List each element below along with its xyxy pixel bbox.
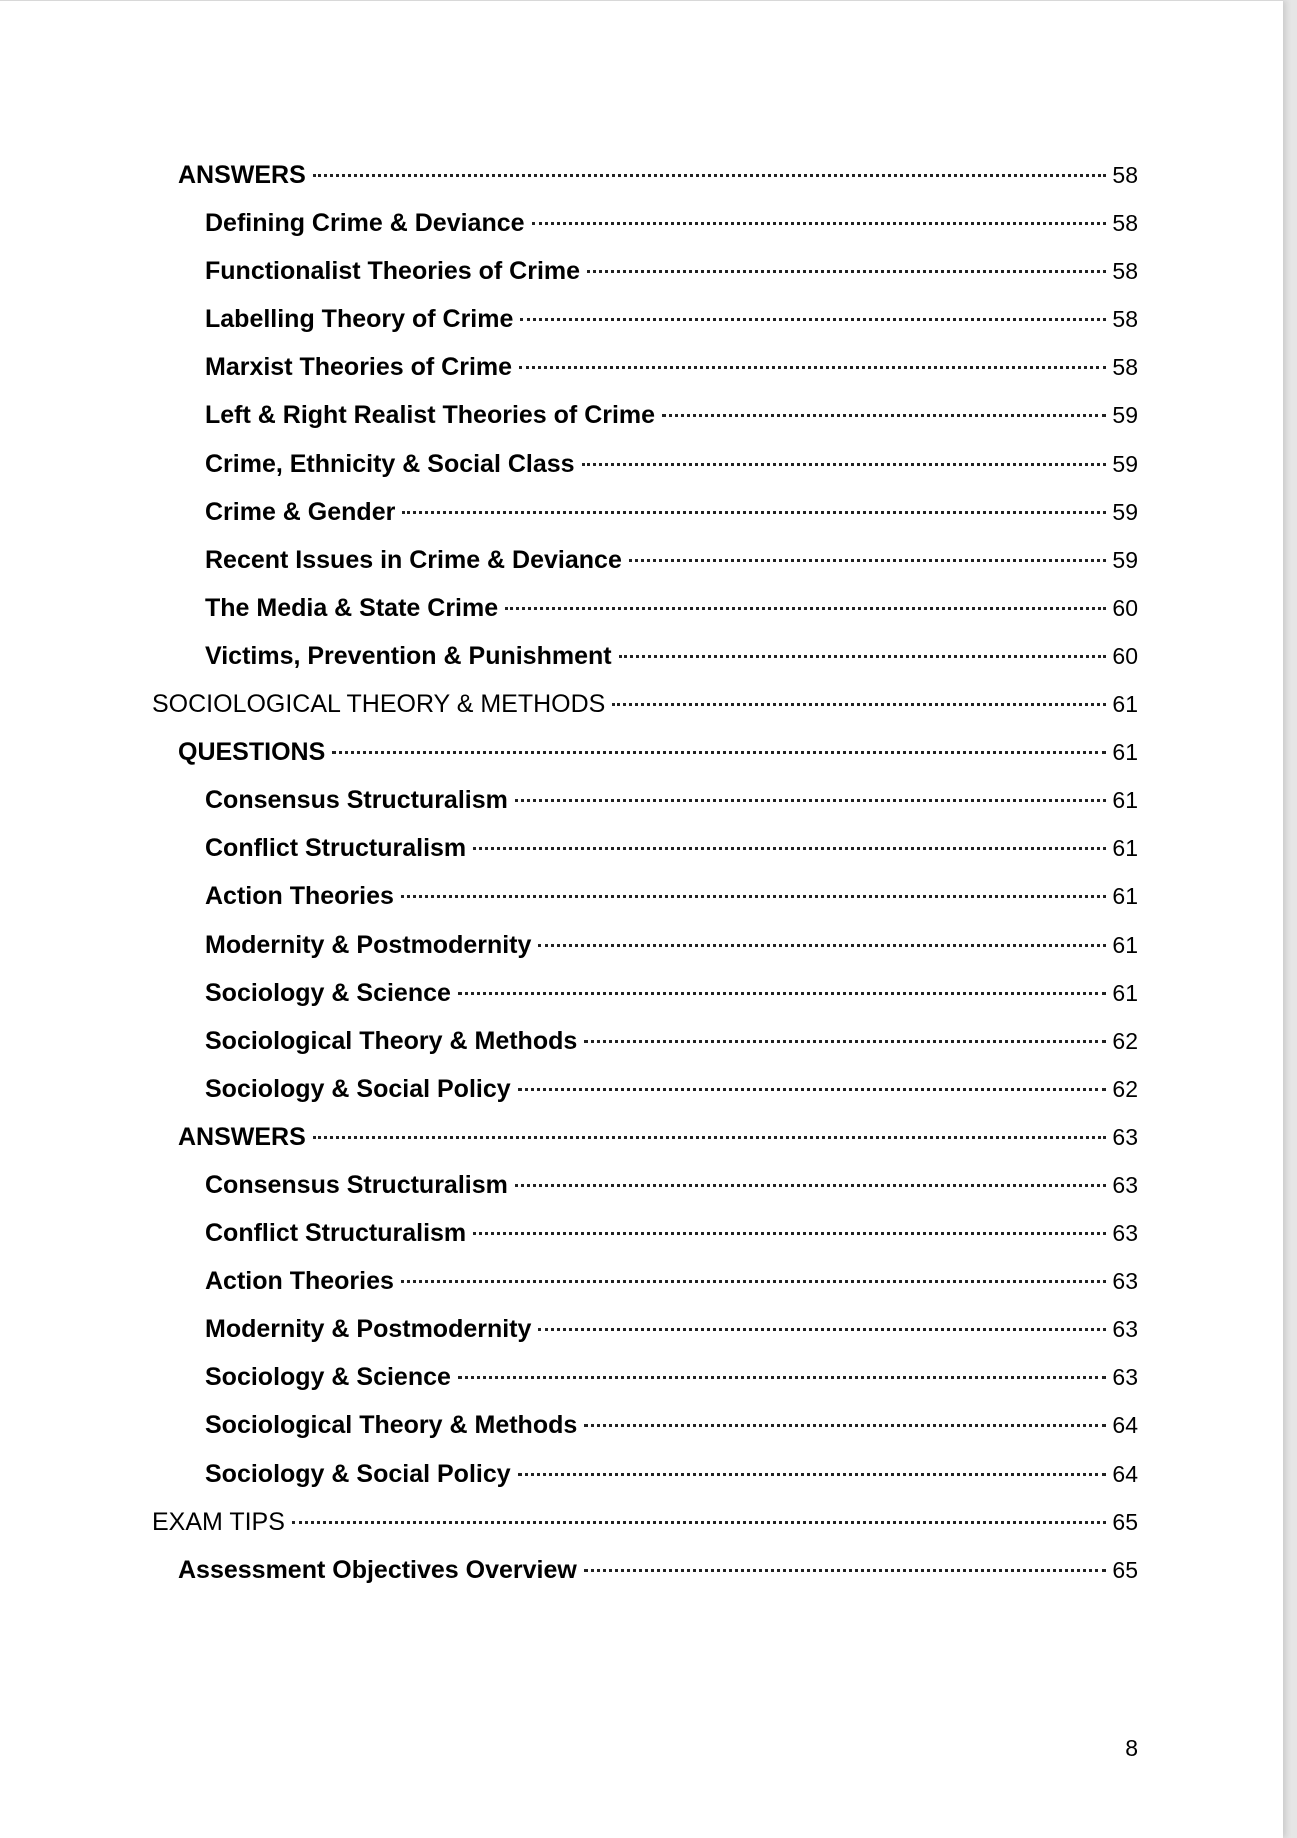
toc-entry-title: SOCIOLOGICAL THEORY & METHODS [152,690,606,719]
toc-entry[interactable] [0,536,1283,584]
toc-dot-leader [520,318,1106,321]
toc-entry-page: 59 [1112,450,1138,477]
toc-entry-page: 61 [1112,691,1138,718]
toc-entry[interactable] [0,680,1283,728]
toc-entry-page: 63 [1112,1364,1138,1391]
toc-dot-leader [518,1088,1107,1091]
toc-entry-title: Sociological Theory & Methods [205,1411,578,1440]
toc-entry-title: Defining Crime & Deviance [205,209,525,238]
toc-entry-page: 65 [1112,1556,1138,1583]
toc-entry-page: 58 [1112,162,1138,188]
toc-entry-title: Functionalist Theories of Crime [205,257,581,286]
toc-entry-page: 65 [1112,1508,1138,1535]
toc-entry-title: EXAM TIPS [152,1507,285,1536]
toc-entry[interactable] [0,343,1283,391]
toc-entry[interactable] [0,1401,1283,1449]
toc-entry-page: 58 [1112,210,1138,237]
toc-dot-leader [518,1473,1107,1476]
toc-entry[interactable] [0,728,1283,776]
toc-entry-page: 58 [1112,306,1138,333]
toc-dot-leader [458,992,1106,995]
toc-dot-leader [473,847,1106,850]
toc-dot-leader [584,1424,1106,1427]
toc-dot-leader [515,799,1107,802]
toc-entry-page: 63 [1112,1316,1138,1343]
toc-entry-page: 64 [1112,1412,1138,1439]
toc-entry-page: 59 [1112,402,1138,429]
toc-dot-leader [538,944,1106,947]
toc-dot-leader [532,222,1107,225]
toc-dot-leader [332,751,1106,754]
toc-dot-leader [619,655,1107,658]
toc-dot-leader [515,1184,1107,1187]
toc-dot-leader [584,1040,1106,1043]
toc-entry-title: QUESTIONS [178,738,326,767]
toc-entry-title: Left & Right Realist Theories of Crime [205,401,656,430]
toc-entry[interactable] [0,872,1283,920]
toc-dot-leader [662,414,1106,417]
toc-entry-title: Consensus Structuralism [205,1170,508,1199]
toc-entry[interactable] [0,584,1283,632]
toc-entry-title: Victims, Prevention & Punishment [205,641,612,670]
toc-entry-page: 59 [1112,498,1138,525]
toc-entry[interactable] [0,391,1283,439]
toc-entry-page: 59 [1112,546,1138,573]
toc-entry[interactable] [0,969,1283,1017]
toc-entry-page: 62 [1112,1027,1138,1054]
toc-entry-title: The Media & State Crime [205,593,499,622]
toc-entry-title: Modernity & Postmodernity [205,1315,532,1344]
toc-entry-title: Marxist Theories of Crime [205,353,513,382]
toc-entry[interactable] [0,1257,1283,1305]
toc-entry-title: Crime, Ethnicity & Social Class [205,449,575,478]
toc-dot-leader [505,607,1106,610]
toc-entry-page: 61 [1112,931,1138,958]
toc-entry-title: Modernity & Postmodernity [205,930,532,959]
toc-dot-leader [401,1280,1106,1283]
toc-entry-title: Sociology & Science [205,1363,451,1392]
toc-entry-page: 64 [1112,1460,1138,1487]
table-of-contents [0,151,1283,1594]
toc-entry-page: 61 [1112,835,1138,862]
toc-dot-leader [584,1569,1107,1572]
toc-entry-page: 61 [1112,787,1138,814]
toc-dot-leader [587,270,1106,273]
toc-entry-title: Sociology & Social Policy [205,1459,511,1488]
toc-entry-title: Labelling Theory of Crime [205,305,514,334]
toc-entry[interactable] [0,1450,1283,1498]
toc-entry-page: 63 [1112,1268,1138,1295]
toc-entry[interactable] [0,1161,1283,1209]
toc-dot-leader [313,174,1107,177]
toc-entry-page: 63 [1112,1171,1138,1198]
toc-entry-page: 61 [1112,979,1138,1006]
toc-entry[interactable] [0,295,1283,343]
toc-dot-leader [473,1232,1106,1235]
toc-entry[interactable] [0,776,1283,824]
toc-entry-page: 58 [1112,354,1138,381]
toc-dot-leader [582,463,1107,466]
toc-entry-title: Conflict Structuralism [205,1219,467,1248]
toc-entry-title: Action Theories [205,882,394,911]
toc-dot-leader [292,1521,1106,1524]
toc-entry[interactable] [0,1017,1283,1065]
toc-entry-title: Consensus Structuralism [205,786,508,815]
toc-entry-title: ANSWERS [178,1122,306,1151]
toc-entry-title: Crime & Gender [205,497,396,526]
toc-entry[interactable] [0,151,1283,199]
toc-dot-leader [458,1376,1106,1379]
toc-entry-title: Recent Issues in Crime & Deviance [205,545,622,574]
toc-entry[interactable] [0,1113,1283,1161]
toc-entry-title: Sociology & Social Policy [205,1074,511,1103]
toc-entry-page: 61 [1112,739,1138,766]
toc-entry[interactable] [0,824,1283,872]
toc-entry[interactable] [0,199,1283,247]
toc-entry[interactable] [0,1209,1283,1257]
toc-entry-page: 58 [1112,258,1138,285]
toc-dot-leader [402,511,1106,514]
toc-dot-leader [519,366,1106,369]
toc-entry-page: 60 [1112,594,1138,621]
toc-dot-leader [629,559,1107,562]
toc-dot-leader [538,1328,1106,1331]
toc-entry-title: Sociological Theory & Methods [205,1026,578,1055]
page-number: 8 [1125,1735,1138,1761]
toc-dot-leader [313,1136,1107,1139]
toc-entry-page: 63 [1112,1220,1138,1247]
toc-entry-page: 60 [1112,642,1138,669]
toc-entry-title: Conflict Structuralism [205,834,467,863]
toc-dot-leader [401,895,1106,898]
toc-entry[interactable] [0,1305,1283,1353]
toc-entry-title: Sociology & Science [205,978,451,1007]
toc-entry[interactable] [0,1065,1283,1113]
toc-entry-title: Action Theories [205,1267,394,1296]
toc-entry[interactable] [0,1353,1283,1401]
toc-entry[interactable] [0,1498,1283,1546]
toc-entry[interactable] [0,247,1283,295]
toc-entry-page: 62 [1112,1075,1138,1102]
toc-entry[interactable] [0,921,1283,969]
toc-entry-page: 61 [1112,883,1138,910]
toc-entry[interactable] [0,1546,1283,1594]
toc-entry-title: ANSWERS [178,161,306,189]
toc-entry[interactable] [0,632,1283,680]
toc-entry-title: Assessment Objectives Overview [178,1555,577,1584]
toc-entry[interactable] [0,440,1283,488]
toc-dot-leader [612,703,1106,706]
toc-entry[interactable] [0,488,1283,536]
toc-entry-page: 63 [1112,1123,1138,1150]
